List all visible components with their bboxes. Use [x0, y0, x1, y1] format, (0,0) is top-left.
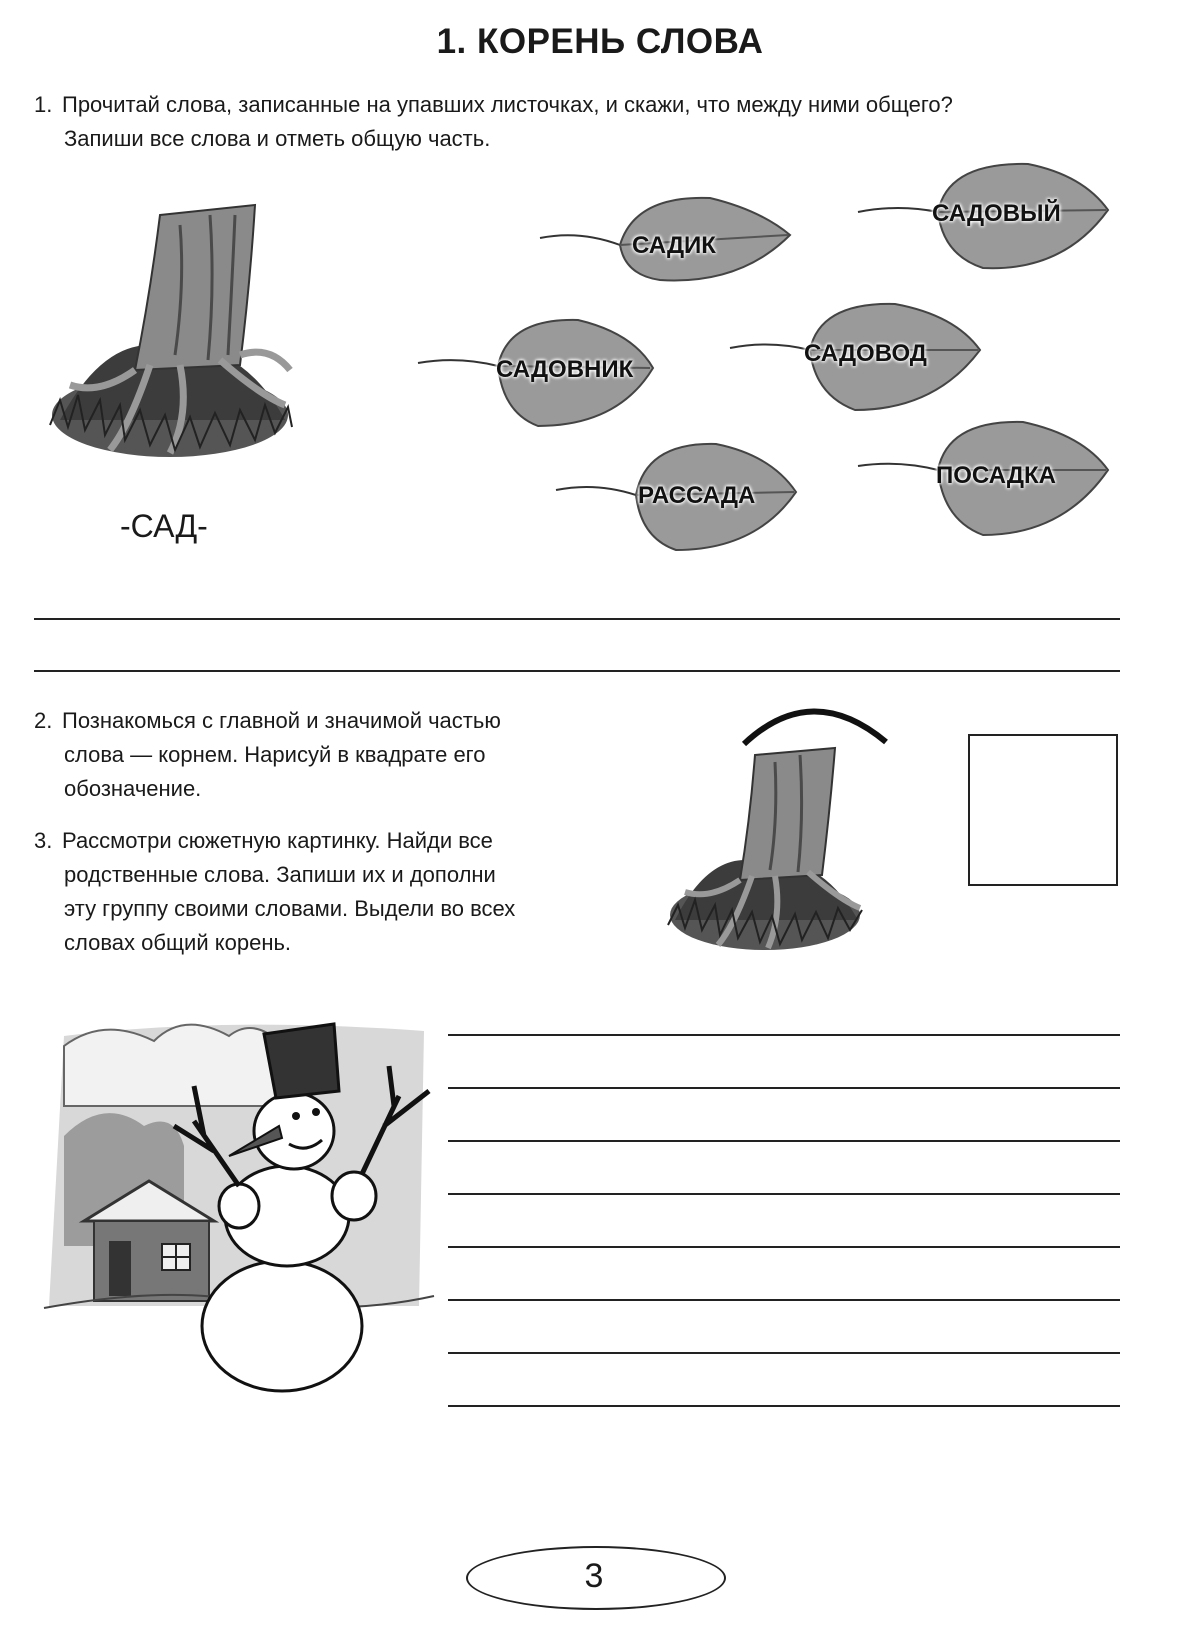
answer-line[interactable]	[448, 1140, 1120, 1142]
answer-line[interactable]	[448, 1352, 1120, 1354]
task-3-line-4: словах общий корень.	[64, 930, 292, 955]
answer-line[interactable]	[448, 1193, 1120, 1195]
task-2-line-3: обозначение.	[64, 776, 202, 801]
task-2-line-1: Познакомься с главной и значимой частью	[62, 708, 501, 733]
task-1-line-2: Запиши все слова и отметь общую часть.	[64, 126, 491, 151]
answer-line[interactable]	[34, 670, 1120, 672]
answer-line[interactable]	[34, 618, 1120, 620]
task-3-line-2: родственные слова. Запиши их и дополни	[64, 862, 496, 887]
tree-stump-icon	[660, 740, 870, 955]
tree-stump-icon	[40, 195, 300, 465]
leaf-word-3: САДОВНИК	[496, 356, 634, 383]
task-1-instruction	[34, 88, 1174, 156]
leaf-word-2: САДОВЫЙ	[932, 200, 1061, 227]
page-title: 1. КОРЕНЬ СЛОВА	[436, 22, 764, 61]
answer-line[interactable]	[448, 1034, 1120, 1036]
task-2-number: 2.	[34, 708, 53, 733]
task-3-instruction	[34, 824, 634, 960]
answer-line[interactable]	[448, 1299, 1120, 1301]
task-1-line-1: Прочитай слова, записанные на упавших листочках, и скажи, что между ними общего?	[62, 92, 953, 117]
leaf-word-5: РАССАДА	[638, 482, 756, 509]
root-label: -САД-	[120, 508, 208, 544]
leaf-word-4: САДОВОД	[804, 340, 927, 367]
snowman-scene-icon	[44, 1016, 444, 1396]
drawing-square[interactable]	[968, 734, 1118, 886]
answer-line[interactable]	[448, 1087, 1120, 1089]
task-1-number: 1.	[34, 92, 53, 117]
task-3-line-1: Рассмотри сюжетную картинку. Найди все	[62, 828, 493, 853]
page-number: 3	[584, 1557, 604, 1595]
answer-line[interactable]	[448, 1246, 1120, 1248]
task-2-instruction	[34, 704, 634, 806]
leaf-word-1: САДИК	[632, 232, 716, 259]
leaf-word-6: ПОСАДКА	[936, 462, 1056, 489]
answer-line[interactable]	[448, 1405, 1120, 1407]
task-3-line-3: эту группу своими словами. Выдели во всех	[64, 896, 516, 921]
task-3-number: 3.	[34, 828, 53, 853]
task-2-line-2: слова — корнем. Нарисуй в квадрате его	[64, 742, 486, 767]
